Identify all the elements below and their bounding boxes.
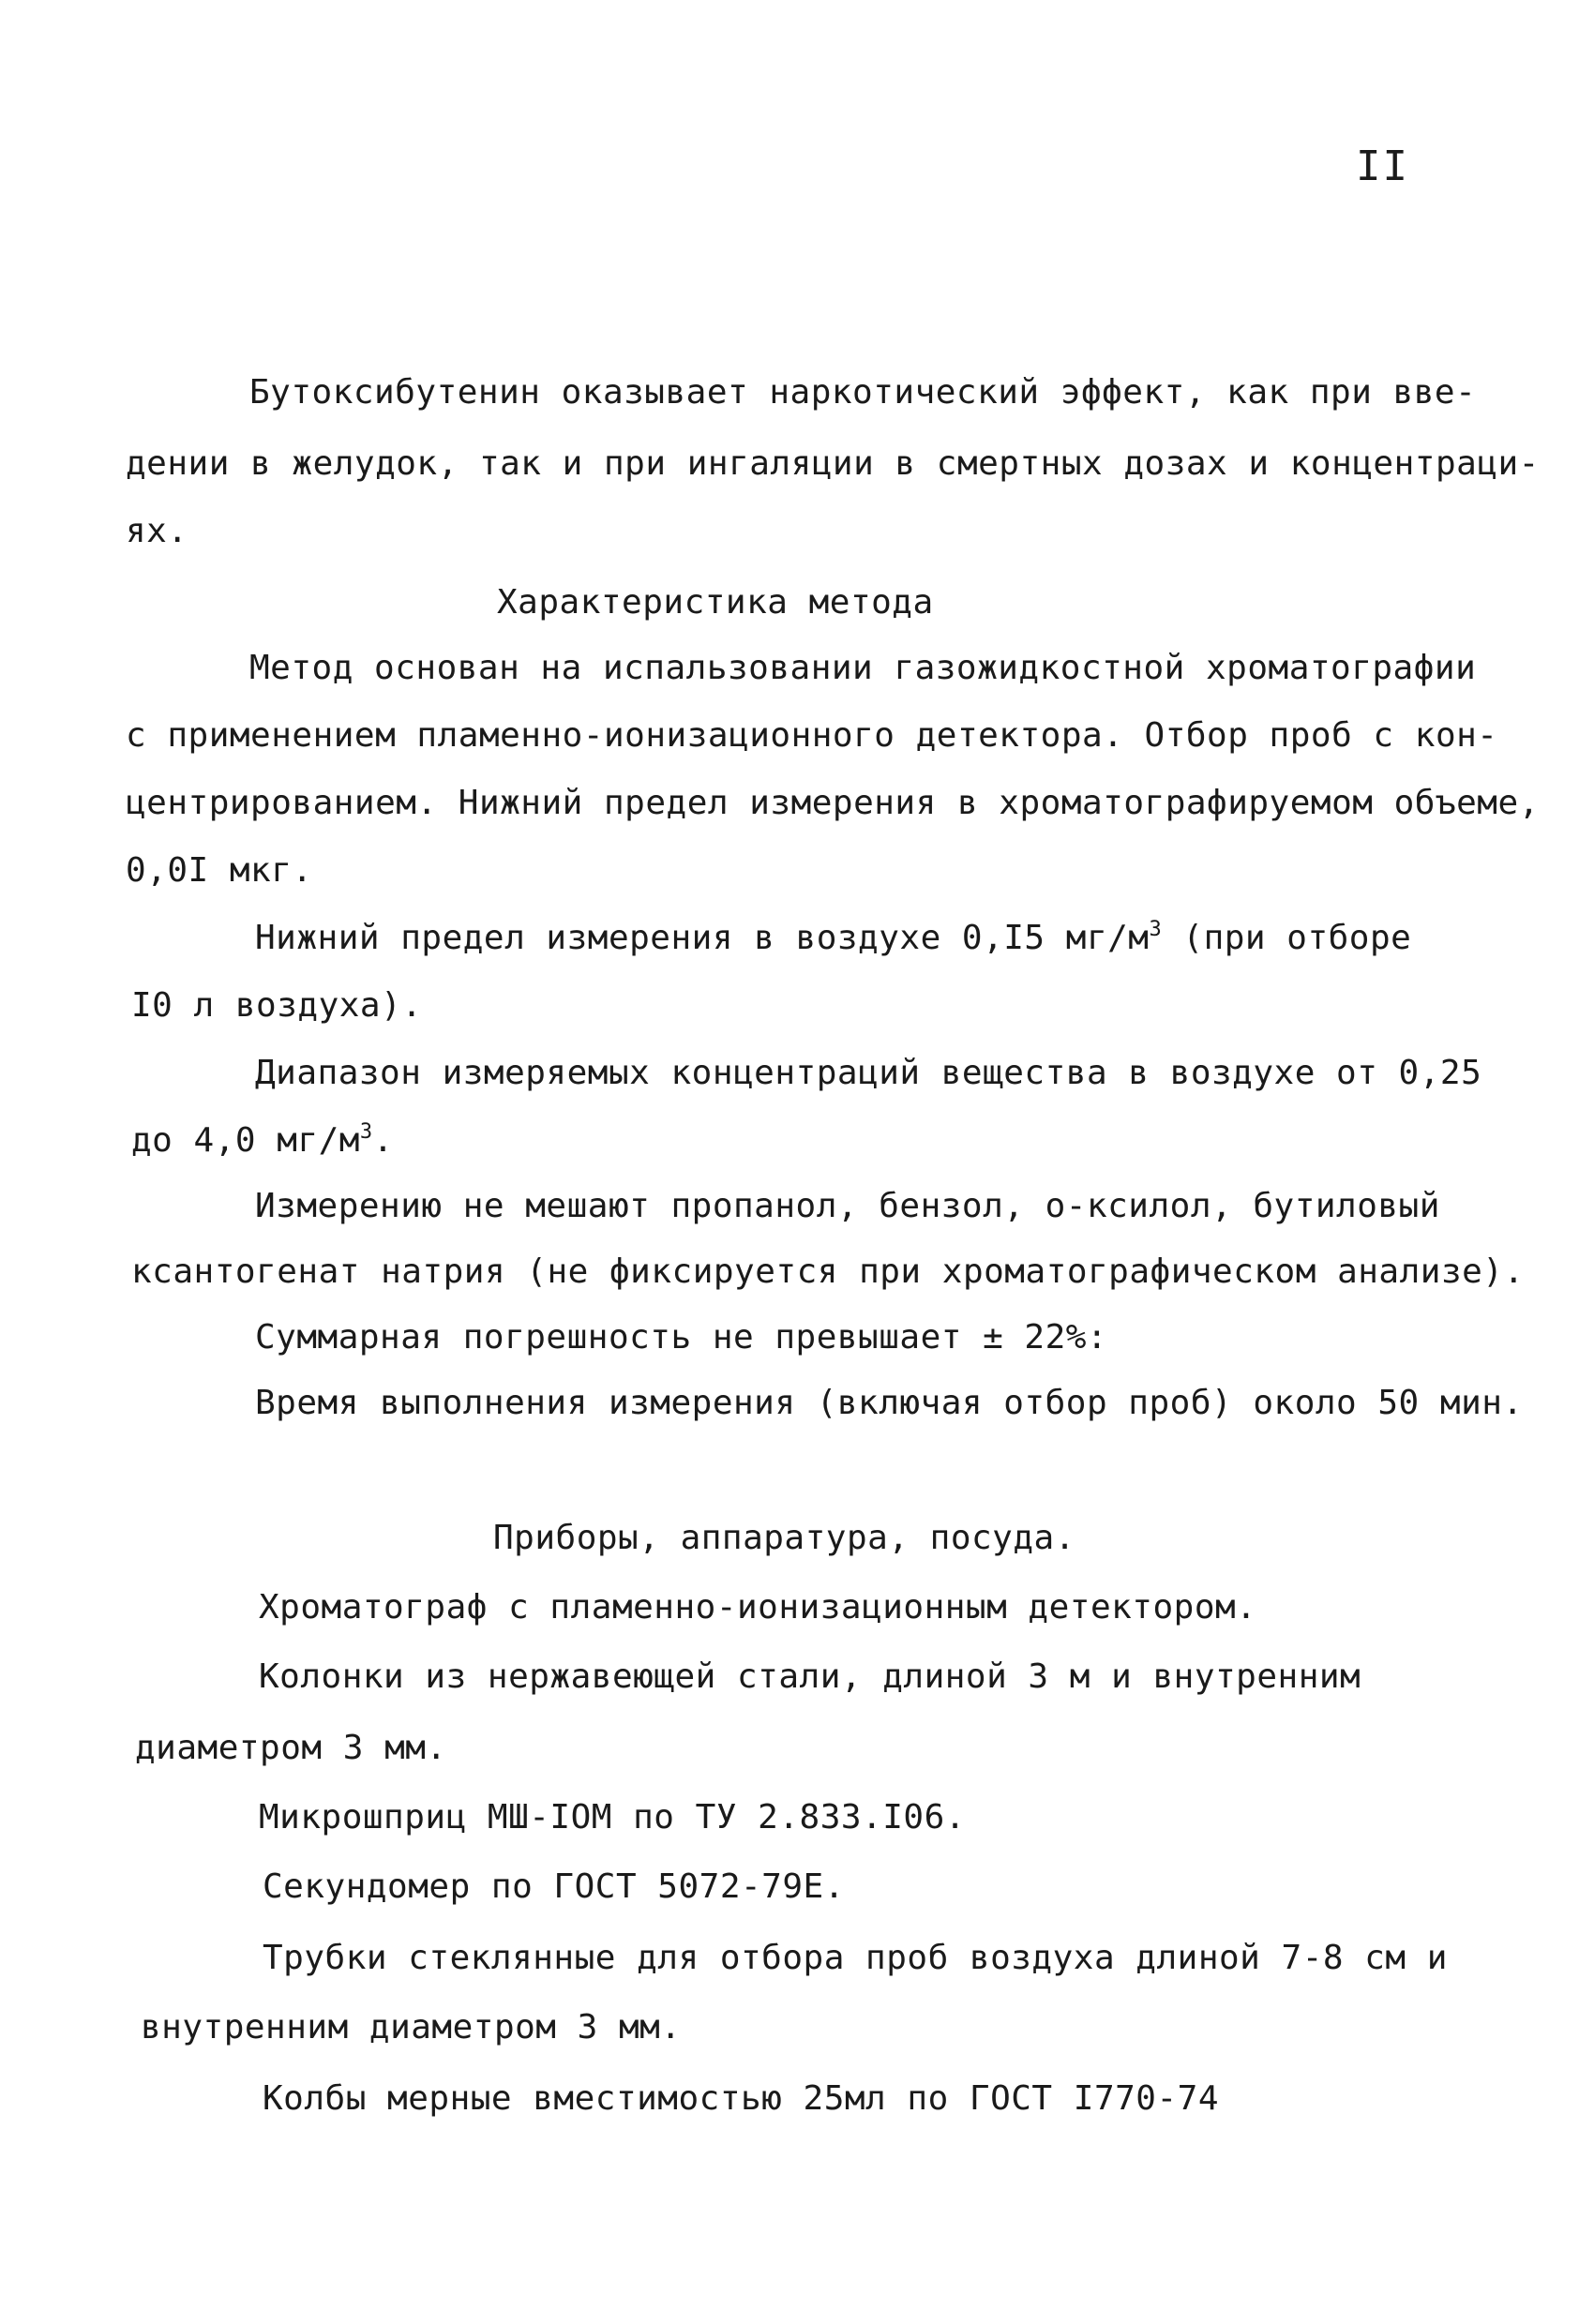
section-method-title: Характеристика метода [497,583,934,622]
equipment-line-6: Трубки стеклянные для отбора проб воздуха длиной 7-8 см и [263,1939,1448,1977]
intro-line-2: дении в желудок, так и при ингаляции в смертных дозах и концентраци- [126,444,1540,483]
intro-line-1: Бутоксибутенин оказывает наркотический эффект, как при вве- [249,373,1477,412]
cubic-superscript: 3 [1149,918,1163,941]
equipment-line-8: Колбы мерные вместимостью 25мл по ГОСТ I770-74 [263,2079,1219,2118]
range-line-1: Диапазон измеряемых концентраций вещества в воздухе от 0,25 [255,1054,1482,1092]
equipment-line-3: диаметром 3 мм. [135,1729,447,1767]
range-text: до 4,0 мг/м [131,1121,360,1160]
lower-limit-air-line-1 [255,917,1411,960]
method-line-1: Метод основан на испальзовании газожидкостной хроматографии [249,649,1477,687]
section-equipment-title: Приборы, аппаратура, посуда. [493,1519,1075,1557]
range-line-2 [131,1119,394,1162]
error-line: Суммарная погрешность не превышает ± 22%: [255,1318,1108,1357]
equipment-line-2: Колонки из нержавеющей стали, длиной 3 м и внутренним [259,1657,1361,1696]
range-text-tail: . [372,1121,394,1160]
method-line-3: центрированием. Нижний предел измерения в хроматографируемом объеме, [126,784,1540,822]
intro-line-3: ях. [126,512,188,550]
lower-limit-air-line-2: I0 л воздуха). [131,986,423,1025]
page-number: II [1356,142,1409,190]
lower-limit-text-tail: (при отборе [1162,919,1412,957]
lower-limit-text: Нижний предел измерения в воздухе 0,I5 мг/м [255,919,1150,957]
method-line-2: с применением пламенно-ионизационного детектора. Отбор проб с кон- [126,716,1498,755]
equipment-line-7: внутренним диаметром 3 мм. [141,2008,682,2047]
interference-line-2: ксантогенат натрия (не фиксируется при хроматографическом анализе). [131,1252,1525,1291]
cubic-superscript: 3 [359,1120,373,1144]
interference-line-1: Измерению не мешают пропанол, бензол, о-ксилол, бутиловый [255,1187,1440,1225]
equipment-line-4: Микрошприц МШ-IОМ по ТУ 2.833.I06. [259,1798,966,1837]
method-line-4: 0,0I мкг. [126,851,313,890]
equipment-line-5: Секундомер по ГОСТ 5072-79Е. [263,1867,845,1906]
equipment-line-1: Хроматограф с пламенно-ионизационным детектором. [259,1588,1257,1627]
duration-line: Время выполнения измерения (включая отбор проб) около 50 мин. [255,1384,1524,1422]
